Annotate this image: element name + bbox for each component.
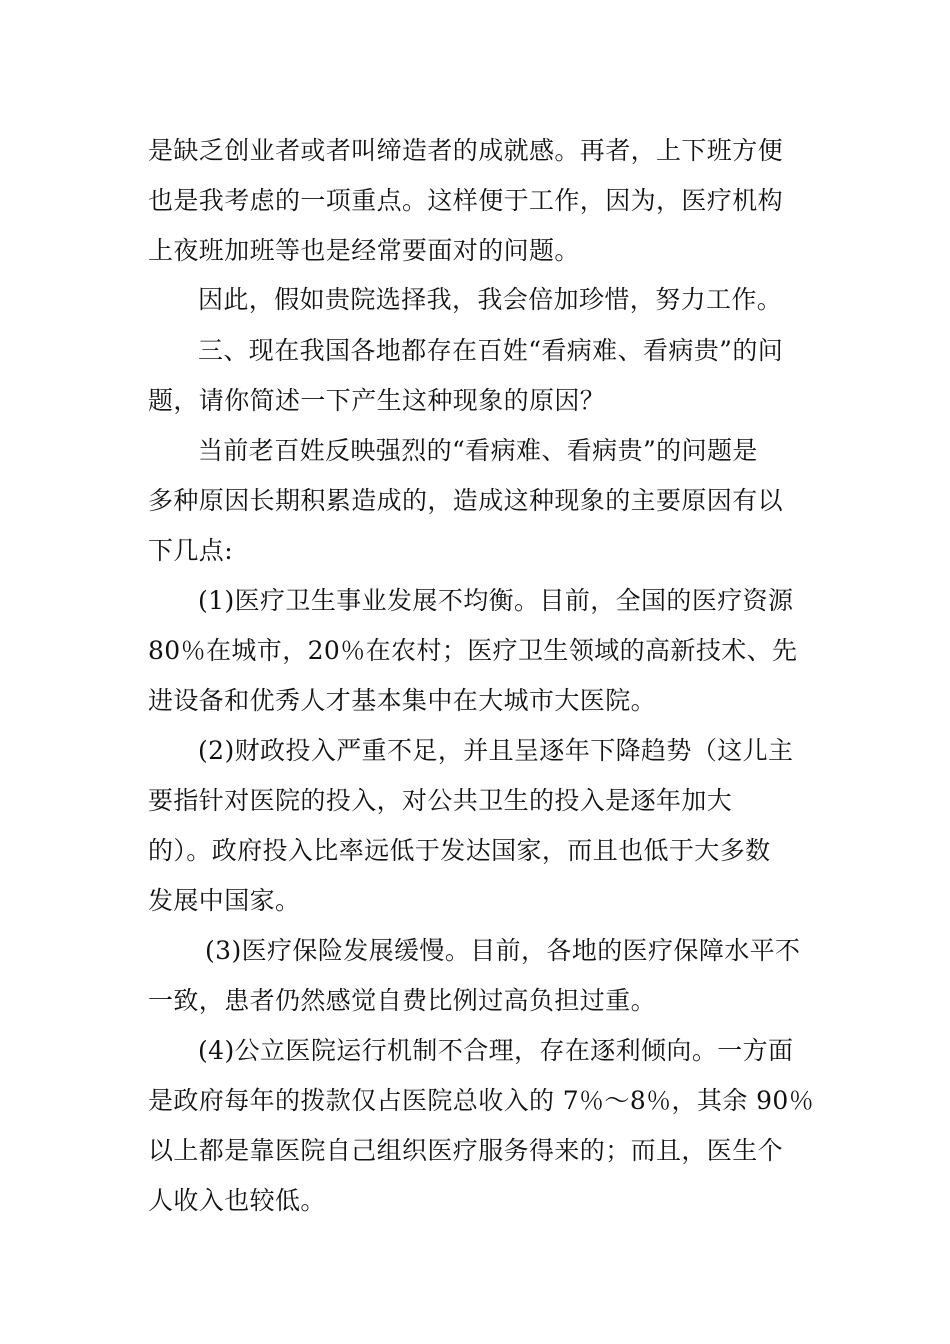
list-item: (2)财政投入严重不足，并且呈逐年下降趋势（这儿主 xyxy=(198,736,794,765)
text-line: 下几点: xyxy=(148,536,234,565)
question-heading: 三、现在我国各地都存在百姓“看病难、看病贵”的问 xyxy=(198,336,784,365)
text-line: 当前老百姓反映强烈的“看病难、看病贵”的问题是 xyxy=(198,436,758,465)
text-line: 的）。政府投入比率远低于发达国家，而且也低于大多数 xyxy=(148,836,771,865)
text-line: 80％在城市，20％在农村；医疗卫生领域的高新技术、先 xyxy=(148,636,798,665)
text-line: 上夜班加班等也是经常要面对的问题。 xyxy=(148,236,580,265)
text-line: 一致，患者仍然感觉自费比例过高负担过重。 xyxy=(148,986,657,1015)
text-line: 因此，假如贵院选择我，我会倍加珍惜，努力工作。 xyxy=(198,285,783,314)
text-line: 以上都是靠医院自己组织医疗服务得来的；而且，医生个 xyxy=(148,1136,784,1165)
text-line: 也是我考虑的一项重点。这样便于工作，因为，医疗机构 xyxy=(148,186,784,215)
question-heading-cont: 题，请你简述一下产生这种现象的原因？ xyxy=(148,386,606,415)
text-line: 是政府每年的拨款仅占医院总收入的 7％～8％，其余 90％ xyxy=(148,1086,815,1115)
list-item: (4)公立医院运行机制不合理，存在逐利倾向。一方面 xyxy=(198,1036,794,1065)
text-line: 发展中国家。 xyxy=(148,886,301,915)
text-line: 进设备和优秀人才基本集中在大城市大医院。 xyxy=(148,686,657,715)
text-line: 多种原因长期积累造成的，造成这种现象的主要原因有以 xyxy=(148,486,784,515)
text-line: 要指针对医院的投入，对公共卫生的投入是逐年加大 xyxy=(148,786,733,815)
text-line: 人收入也较低。 xyxy=(148,1186,326,1215)
list-item: (3)医疗保险发展缓慢。目前，各地的医疗保障水平不 xyxy=(205,936,801,965)
list-item: (1)医疗卫生事业发展不均衡。目前，全国的医疗资源 xyxy=(198,586,794,615)
text-line: 是缺乏创业者或者叫缔造者的成就感。再者，上下班方便 xyxy=(148,136,784,165)
